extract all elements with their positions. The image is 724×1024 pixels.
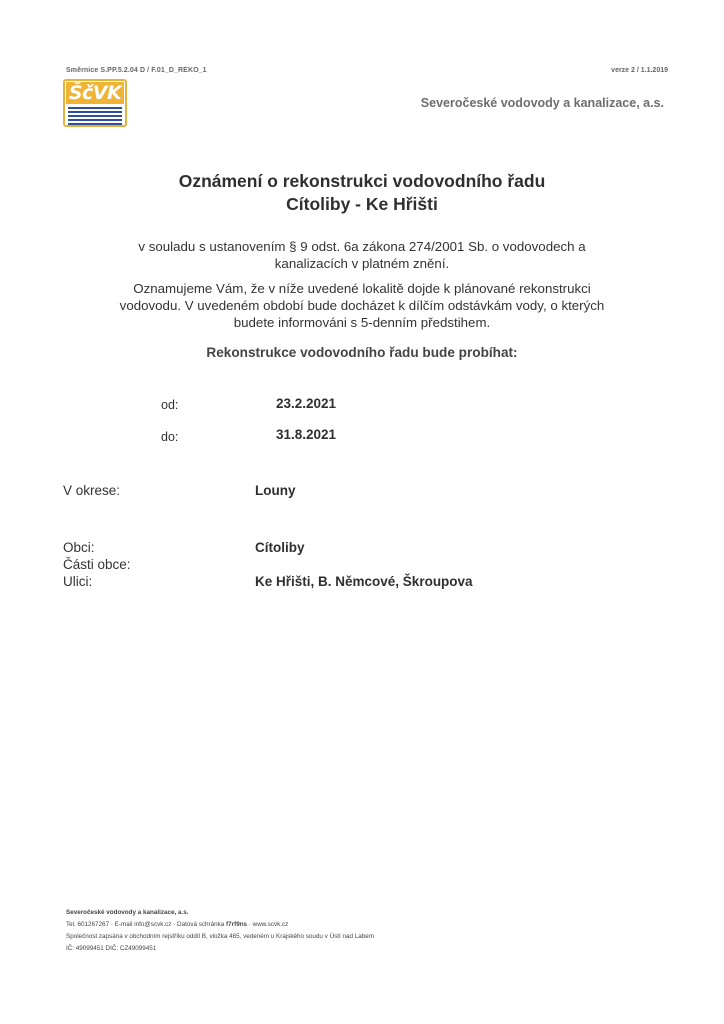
footer-company: Severočeské vodovody a kanalizace, a.s. xyxy=(66,909,189,916)
footer-databox-id: f7rf9ns xyxy=(226,921,248,928)
footer-ids: IČ: 49099451 DIČ: CZ49099451 xyxy=(66,945,157,952)
to-date: 31.8.2021 xyxy=(276,427,337,442)
intro-line2: kanalizacích v platném znění. xyxy=(274,256,450,271)
district-label: V okrese: xyxy=(63,483,121,498)
street-value: Ke Hřišti, B. Němcové, Škroupova xyxy=(255,574,473,589)
footer-registry: Společnost zapsána v obchodním rejstříku oddíl B, vložka 465, vedeném u Krajského soudu v Ústí nad Labem xyxy=(66,933,375,940)
document-code: Směrnice S.PP.5.2.04 D / F.01_D_REKO_1 xyxy=(66,67,207,74)
from-date: 23.2.2021 xyxy=(276,396,337,411)
street-label: Ulici: xyxy=(63,574,93,589)
notice-line2: vodovodu. V uvedeném období bude docházet k dílčím odstávkám vody, o kterých xyxy=(119,298,605,313)
district-value: Louny xyxy=(255,483,296,498)
notice-line3: budete informováni s 5-denním předstihem. xyxy=(233,315,491,330)
municipality-label: Obci: xyxy=(63,540,95,555)
footer-contact xyxy=(66,921,288,928)
footer-contact-prefix: Tel. 601267267 · E-mail info@scvk.cz · Datová schránka xyxy=(66,921,227,928)
logo-stripes xyxy=(68,107,122,127)
logo-text: ŠčVK xyxy=(66,82,124,104)
page-title-line1: Oznámení o rekonstrukci vodovodního řadu xyxy=(178,171,546,191)
company-name: Severočeské vodovody a kanalizace, a.s. xyxy=(420,96,664,110)
page-title-line2: Cítoliby - Ke Hřišti xyxy=(286,194,438,214)
schedule-heading: Rekonstrukce vodovodního řadu bude probíhat: xyxy=(206,345,518,360)
document-version: verze 2 / 1.1.2019 xyxy=(611,67,668,74)
footer-contact-suffix: · www.scvk.cz xyxy=(247,921,289,928)
part-label: Části obce: xyxy=(63,557,131,572)
intro-line1: v souladu s ustanovením § 9 odst. 6a zákona 274/2001 Sb. o vodovodech a xyxy=(138,239,586,254)
to-label: do: xyxy=(161,430,179,444)
municipality-value: Cítoliby xyxy=(255,540,305,555)
company-logo xyxy=(63,79,127,127)
notice-line1: Oznamujeme Vám, že v níže uvedené lokalitě dojde k plánované rekonstrukci xyxy=(133,281,591,296)
from-label: od: xyxy=(161,398,179,412)
